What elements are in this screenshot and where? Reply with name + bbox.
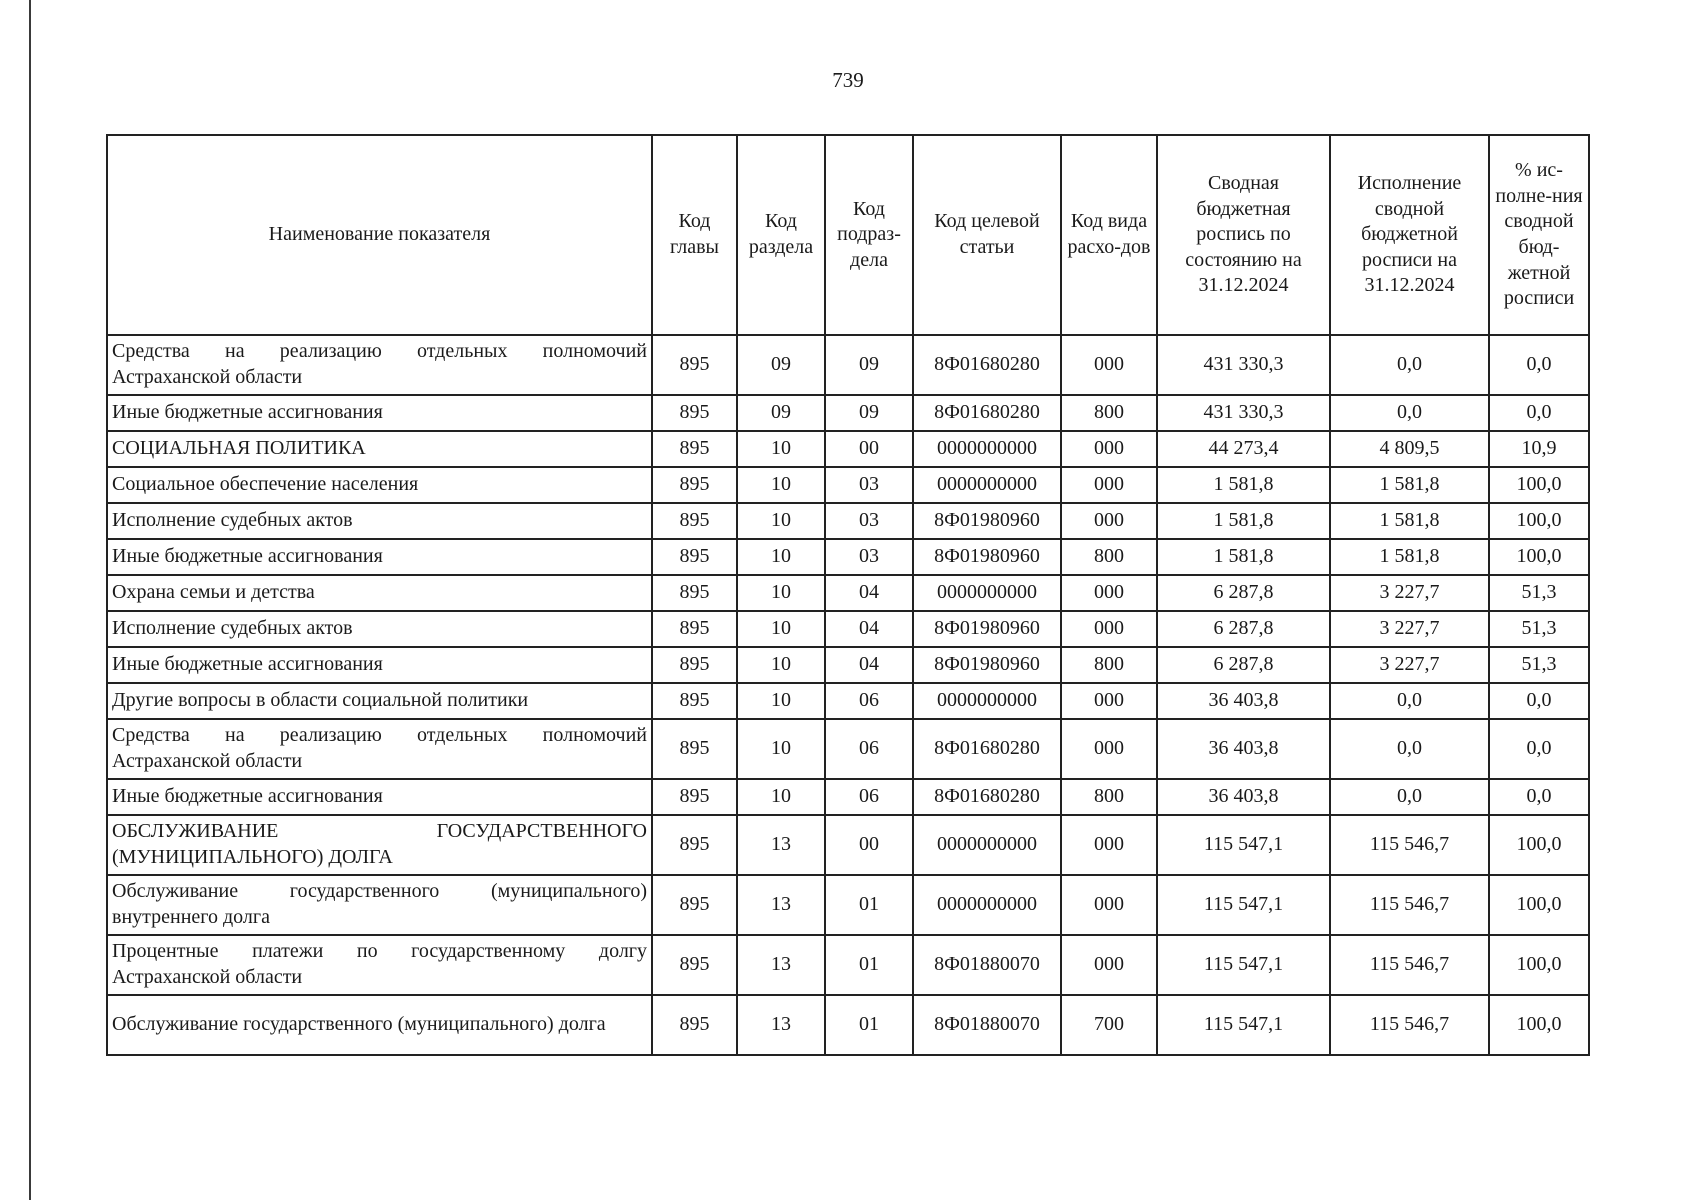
table-row [107,575,1589,611]
table-row [107,779,1589,815]
row-rospis: 1 581,8 [1157,467,1330,503]
row-ispolnenie: 0,0 [1330,779,1489,815]
row-vid: 000 [1061,815,1157,875]
table-row [107,611,1589,647]
row-glava: 895 [652,875,737,935]
header-glava: Код главы [670,210,719,258]
row-podrazdel: 01 [825,935,913,995]
row-name: Обслуживание государственного (муниципального) внутреннего долга [107,875,652,935]
header-cell [107,135,652,335]
row-procent: 0,0 [1489,779,1589,815]
row-ispolnenie: 1 581,8 [1330,539,1489,575]
table-header-row [107,135,1589,335]
row-ispolnenie: 0,0 [1330,335,1489,395]
row-glava: 895 [652,647,737,683]
row-procent: 100,0 [1489,539,1589,575]
row-podrazdel: 04 [825,647,913,683]
row-procent: 100,0 [1489,815,1589,875]
row-razdel: 09 [737,335,825,395]
row-podrazdel: 03 [825,503,913,539]
row-razdel: 10 [737,779,825,815]
row-razdel: 09 [737,395,825,431]
row-vid: 800 [1061,539,1157,575]
row-razdel: 13 [737,995,825,1055]
row-procent: 51,3 [1489,575,1589,611]
row-celevaya: 8Ф01980960 [913,611,1061,647]
header-vid: Код вида расхо-дов [1067,210,1151,258]
row-rospis: 1 581,8 [1157,539,1330,575]
row-procent: 100,0 [1489,467,1589,503]
row-procent: 0,0 [1489,719,1589,779]
row-rospis: 431 330,3 [1157,335,1330,395]
row-ispolnenie: 0,0 [1330,683,1489,719]
row-podrazdel: 06 [825,719,913,779]
row-ispolnenie: 3 227,7 [1330,575,1489,611]
row-ispolnenie: 115 546,7 [1330,995,1489,1055]
header-procent: % ис-полне-ния сводной бюд-жетной росписи [1495,159,1583,310]
row-podrazdel: 09 [825,335,913,395]
row-celevaya: 0000000000 [913,875,1061,935]
row-procent: 51,3 [1489,647,1589,683]
row-vid: 000 [1061,503,1157,539]
header-cell [737,135,825,335]
row-podrazdel: 03 [825,467,913,503]
row-celevaya: 8Ф01980960 [913,503,1061,539]
row-celevaya: 0000000000 [913,431,1061,467]
row-razdel: 10 [737,611,825,647]
row-podrazdel: 04 [825,575,913,611]
table-row [107,503,1589,539]
row-razdel: 10 [737,467,825,503]
row-name: ОБСЛУЖИВАНИЕ ГОСУДАРСТВЕННОГО (МУНИЦИПАЛЬНОГО) ДОЛГА [107,815,652,875]
row-rospis: 36 403,8 [1157,719,1330,779]
row-ispolnenie: 4 809,5 [1330,431,1489,467]
row-ispolnenie: 3 227,7 [1330,647,1489,683]
table-row [107,395,1589,431]
row-razdel: 10 [737,683,825,719]
row-razdel: 13 [737,875,825,935]
row-vid: 000 [1061,575,1157,611]
row-name: Другие вопросы в области социальной политики [107,683,652,719]
row-glava: 895 [652,611,737,647]
row-razdel: 13 [737,815,825,875]
row-celevaya: 0000000000 [913,575,1061,611]
row-razdel: 10 [737,539,825,575]
header-ispolnenie: Исполнение сводной бюджетной росписи на 31.12.2024 [1357,172,1462,297]
row-ispolnenie: 1 581,8 [1330,503,1489,539]
row-procent: 10,9 [1489,431,1589,467]
table-row [107,719,1589,779]
row-name: Исполнение судебных актов [107,611,652,647]
row-podrazdel: 00 [825,431,913,467]
row-vid: 000 [1061,611,1157,647]
row-podrazdel: 04 [825,611,913,647]
row-vid: 800 [1061,395,1157,431]
row-celevaya: 8Ф01880070 [913,935,1061,995]
header-cell [913,135,1061,335]
row-vid: 800 [1061,779,1157,815]
row-podrazdel: 01 [825,875,913,935]
row-name: Исполнение судебных актов [107,503,652,539]
row-glava: 895 [652,539,737,575]
table-row [107,995,1589,1055]
row-razdel: 10 [737,575,825,611]
row-rospis: 44 273,4 [1157,431,1330,467]
table-row [107,335,1589,395]
row-procent: 0,0 [1489,683,1589,719]
row-glava: 895 [652,503,737,539]
row-celevaya: 8Ф01680280 [913,335,1061,395]
row-vid: 700 [1061,995,1157,1055]
header-cell [1157,135,1330,335]
row-rospis: 6 287,8 [1157,575,1330,611]
table-row [107,683,1589,719]
header-celevaya: Код целевой статьи [934,210,1040,258]
row-glava: 895 [652,995,737,1055]
row-glava: 895 [652,815,737,875]
header-podrazdel: Код подраз-дела [837,197,901,271]
row-procent: 100,0 [1489,995,1589,1055]
table-row [107,431,1589,467]
row-razdel: 13 [737,935,825,995]
row-vid: 000 [1061,683,1157,719]
row-vid: 000 [1061,719,1157,779]
row-rospis: 115 547,1 [1157,875,1330,935]
row-procent: 100,0 [1489,935,1589,995]
row-procent: 0,0 [1489,335,1589,395]
row-ispolnenie: 115 546,7 [1330,935,1489,995]
row-procent: 100,0 [1489,875,1589,935]
table-row [107,935,1589,995]
row-ispolnenie: 115 546,7 [1330,875,1489,935]
row-glava: 895 [652,395,737,431]
header-cell [1489,135,1589,335]
table-row [107,467,1589,503]
header-rospis: Сводная бюджетная роспись по состоянию на 31.12.2024 [1185,172,1302,297]
row-ispolnenie: 115 546,7 [1330,815,1489,875]
row-glava: 895 [652,779,737,815]
row-rospis: 115 547,1 [1157,935,1330,995]
row-vid: 000 [1061,467,1157,503]
row-razdel: 10 [737,719,825,779]
row-podrazdel: 06 [825,779,913,815]
row-rospis: 36 403,8 [1157,683,1330,719]
row-vid: 000 [1061,875,1157,935]
header-cell [1061,135,1157,335]
row-name: Социальное обеспечение населения [107,467,652,503]
row-name: Обслуживание государственного (муниципального) долга [107,995,652,1055]
row-ispolnenie: 3 227,7 [1330,611,1489,647]
row-name: Средства на реализацию отдельных полномочий Астраханской области [107,719,652,779]
row-name: Иные бюджетные ассигнования [107,395,652,431]
row-celevaya: 8Ф01880070 [913,995,1061,1055]
row-procent: 51,3 [1489,611,1589,647]
row-celevaya: 8Ф01680280 [913,395,1061,431]
row-celevaya: 8Ф01980960 [913,539,1061,575]
row-glava: 895 [652,467,737,503]
row-glava: 895 [652,683,737,719]
row-celevaya: 0000000000 [913,467,1061,503]
row-name: Иные бюджетные ассигнования [107,779,652,815]
row-vid: 000 [1061,431,1157,467]
row-ispolnenie: 0,0 [1330,395,1489,431]
header-cell [1330,135,1489,335]
header-name: Наименование показателя [268,223,491,246]
row-ispolnenie: 1 581,8 [1330,467,1489,503]
table-row [107,647,1589,683]
row-razdel: 10 [737,503,825,539]
row-rospis: 36 403,8 [1157,779,1330,815]
row-name: СОЦИАЛЬНАЯ ПОЛИТИКА [107,431,652,467]
row-glava: 895 [652,719,737,779]
row-celevaya: 0000000000 [913,683,1061,719]
row-podrazdel: 00 [825,815,913,875]
row-podrazdel: 03 [825,539,913,575]
row-name: Иные бюджетные ассигнования [107,647,652,683]
table-row [107,875,1589,935]
row-glava: 895 [652,575,737,611]
row-vid: 800 [1061,647,1157,683]
row-podrazdel: 06 [825,683,913,719]
budget-execution-table [106,134,1590,1056]
row-ispolnenie: 0,0 [1330,719,1489,779]
scan-edge-line [29,0,31,1200]
row-celevaya: 8Ф01980960 [913,647,1061,683]
row-glava: 895 [652,431,737,467]
row-razdel: 10 [737,431,825,467]
row-celevaya: 8Ф01680280 [913,719,1061,779]
row-procent: 100,0 [1489,503,1589,539]
row-celevaya: 0000000000 [913,815,1061,875]
row-name: Средства на реализацию отдельных полномочий Астраханской области [107,335,652,395]
row-celevaya: 8Ф01680280 [913,779,1061,815]
row-glava: 895 [652,935,737,995]
row-procent: 0,0 [1489,395,1589,431]
row-rospis: 1 581,8 [1157,503,1330,539]
row-podrazdel: 01 [825,995,913,1055]
row-name: Процентные платежи по государственному долгу Астраханской области [107,935,652,995]
row-glava: 895 [652,335,737,395]
header-cell [652,135,737,335]
header-razdel: Код раздела [748,210,814,258]
page-number: 739 [832,68,864,92]
row-vid: 000 [1061,935,1157,995]
row-razdel: 10 [737,647,825,683]
row-name: Охрана семьи и детства [107,575,652,611]
row-rospis: 115 547,1 [1157,815,1330,875]
table-row [107,815,1589,875]
row-rospis: 6 287,8 [1157,647,1330,683]
row-rospis: 431 330,3 [1157,395,1330,431]
table-row [107,539,1589,575]
row-vid: 000 [1061,335,1157,395]
row-rospis: 115 547,1 [1157,995,1330,1055]
header-cell [825,135,913,335]
row-name: Иные бюджетные ассигнования [107,539,652,575]
row-podrazdel: 09 [825,395,913,431]
row-rospis: 6 287,8 [1157,611,1330,647]
